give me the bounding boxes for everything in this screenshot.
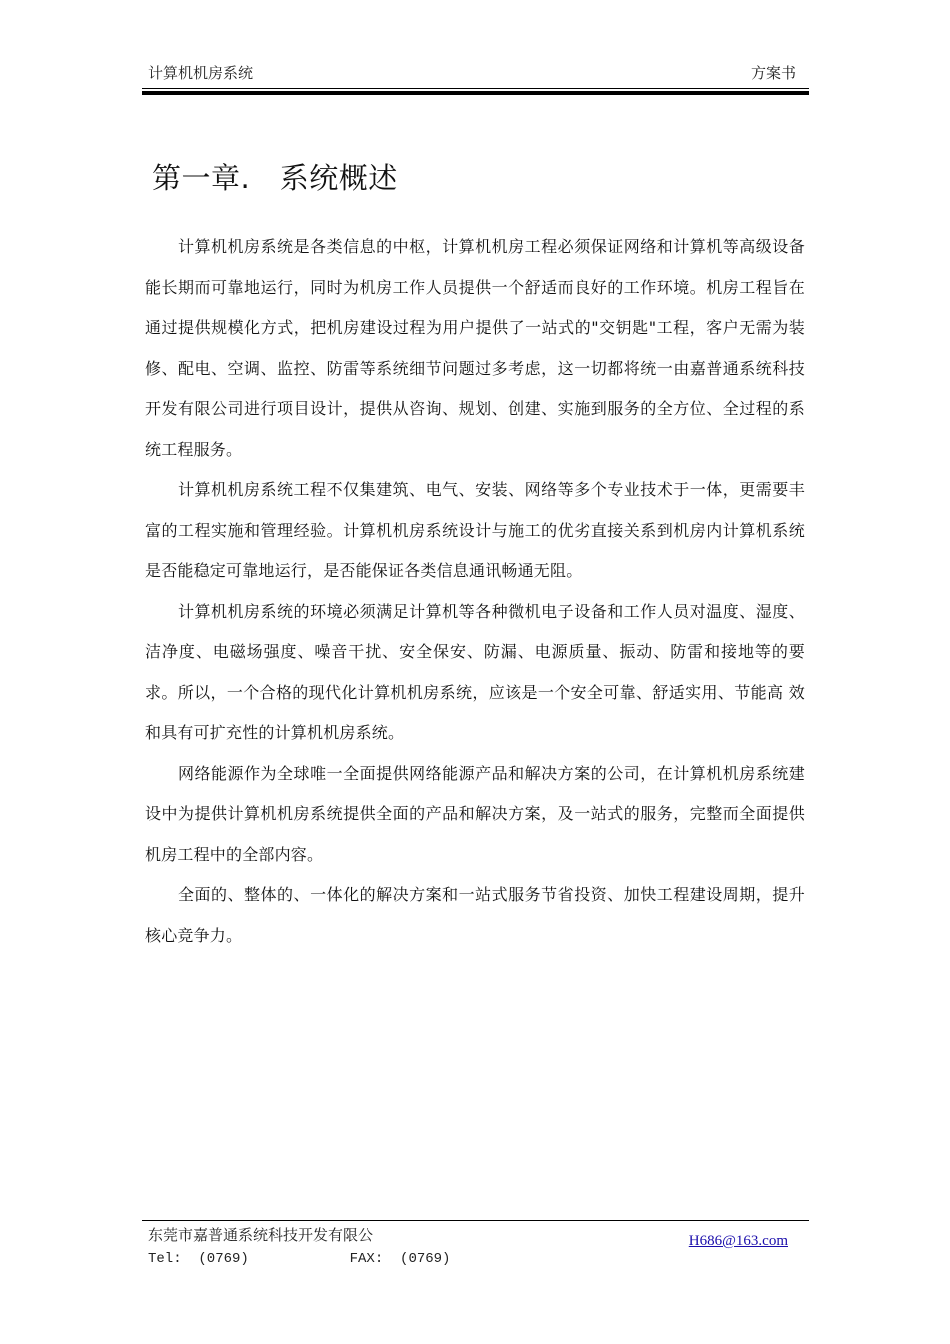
paragraph: 计算机机房系统工程不仅集建筑、电气、安装、网络等多个专业技术于一体，更需要丰富的工程实施和管理经验。计算机机房系统设计与施工的优劣直接关系到机房内计算机系统是否能稳定可靠地运行，是否能保证各类信息通讯畅通无阻。 — [145, 480, 805, 580]
header-left-text: 计算机机房系统 — [148, 64, 254, 82]
paragraph: 计算机机房系统的环境必须满足计算机等各种微机电子设备和工作人员对温度、湿度、洁净度、电磁场强度、噪音干扰、安全保安、防漏、电源质量、振动、防雷和接地等的要求。所以，一个合格的现代化计算机机房系统，应该是一个安全可靠、舒适实用、节能高 效和具有可扩充性的计算机机房系统。 — [145, 601, 805, 742]
header-rule — [142, 88, 809, 95]
header-right-text: 方案书 — [750, 64, 796, 82]
footer-email-link[interactable]: H686@163.com — [688, 1233, 788, 1249]
paragraph: 计算机机房系统是各类信息的中枢，计算机机房工程必须保证网络和计算机等高级设备能长期而可靠地运行，同时为机房工作人员提供一个舒适而良好的工作环境。机房工程旨在通过提供规模化方式，把机房建设过程为用户提供了一站式的"交钥匙"工程，客户无需为装修、配电、空调、监控、防雷等系统细节问题过多考虑，这一切都将统一由嘉普通系统科技开发有限公司进行项目设计，提供从咨询、规划、创建、实施到服务的全方位、全过程的系统工程服务。 — [145, 237, 805, 459]
footer-company-name: 东莞市嘉普通系统科技开发有限公 — [148, 1226, 374, 1244]
paragraph: 网络能源作为全球唯一全面提供网络能源产品和解决方案的公司，在计算机机房系统建设中为提供计算机机房系统提供全面的产品和解决方案，及一站式的服务，完整而全面提供机房工程中的全部内容。 — [145, 763, 805, 864]
body-text — [145, 227, 805, 956]
paragraph: 全面的、整体的、一体化的解决方案和一站式服务节省投资、加快工程建设周期，提升核心竞争力。 — [145, 885, 805, 945]
footer-rule — [142, 1220, 809, 1221]
footer-contact: Tel: (0769) FAX: (0769) — [148, 1251, 451, 1267]
chapter-title: 第一章. 系统概述 — [152, 161, 398, 195]
